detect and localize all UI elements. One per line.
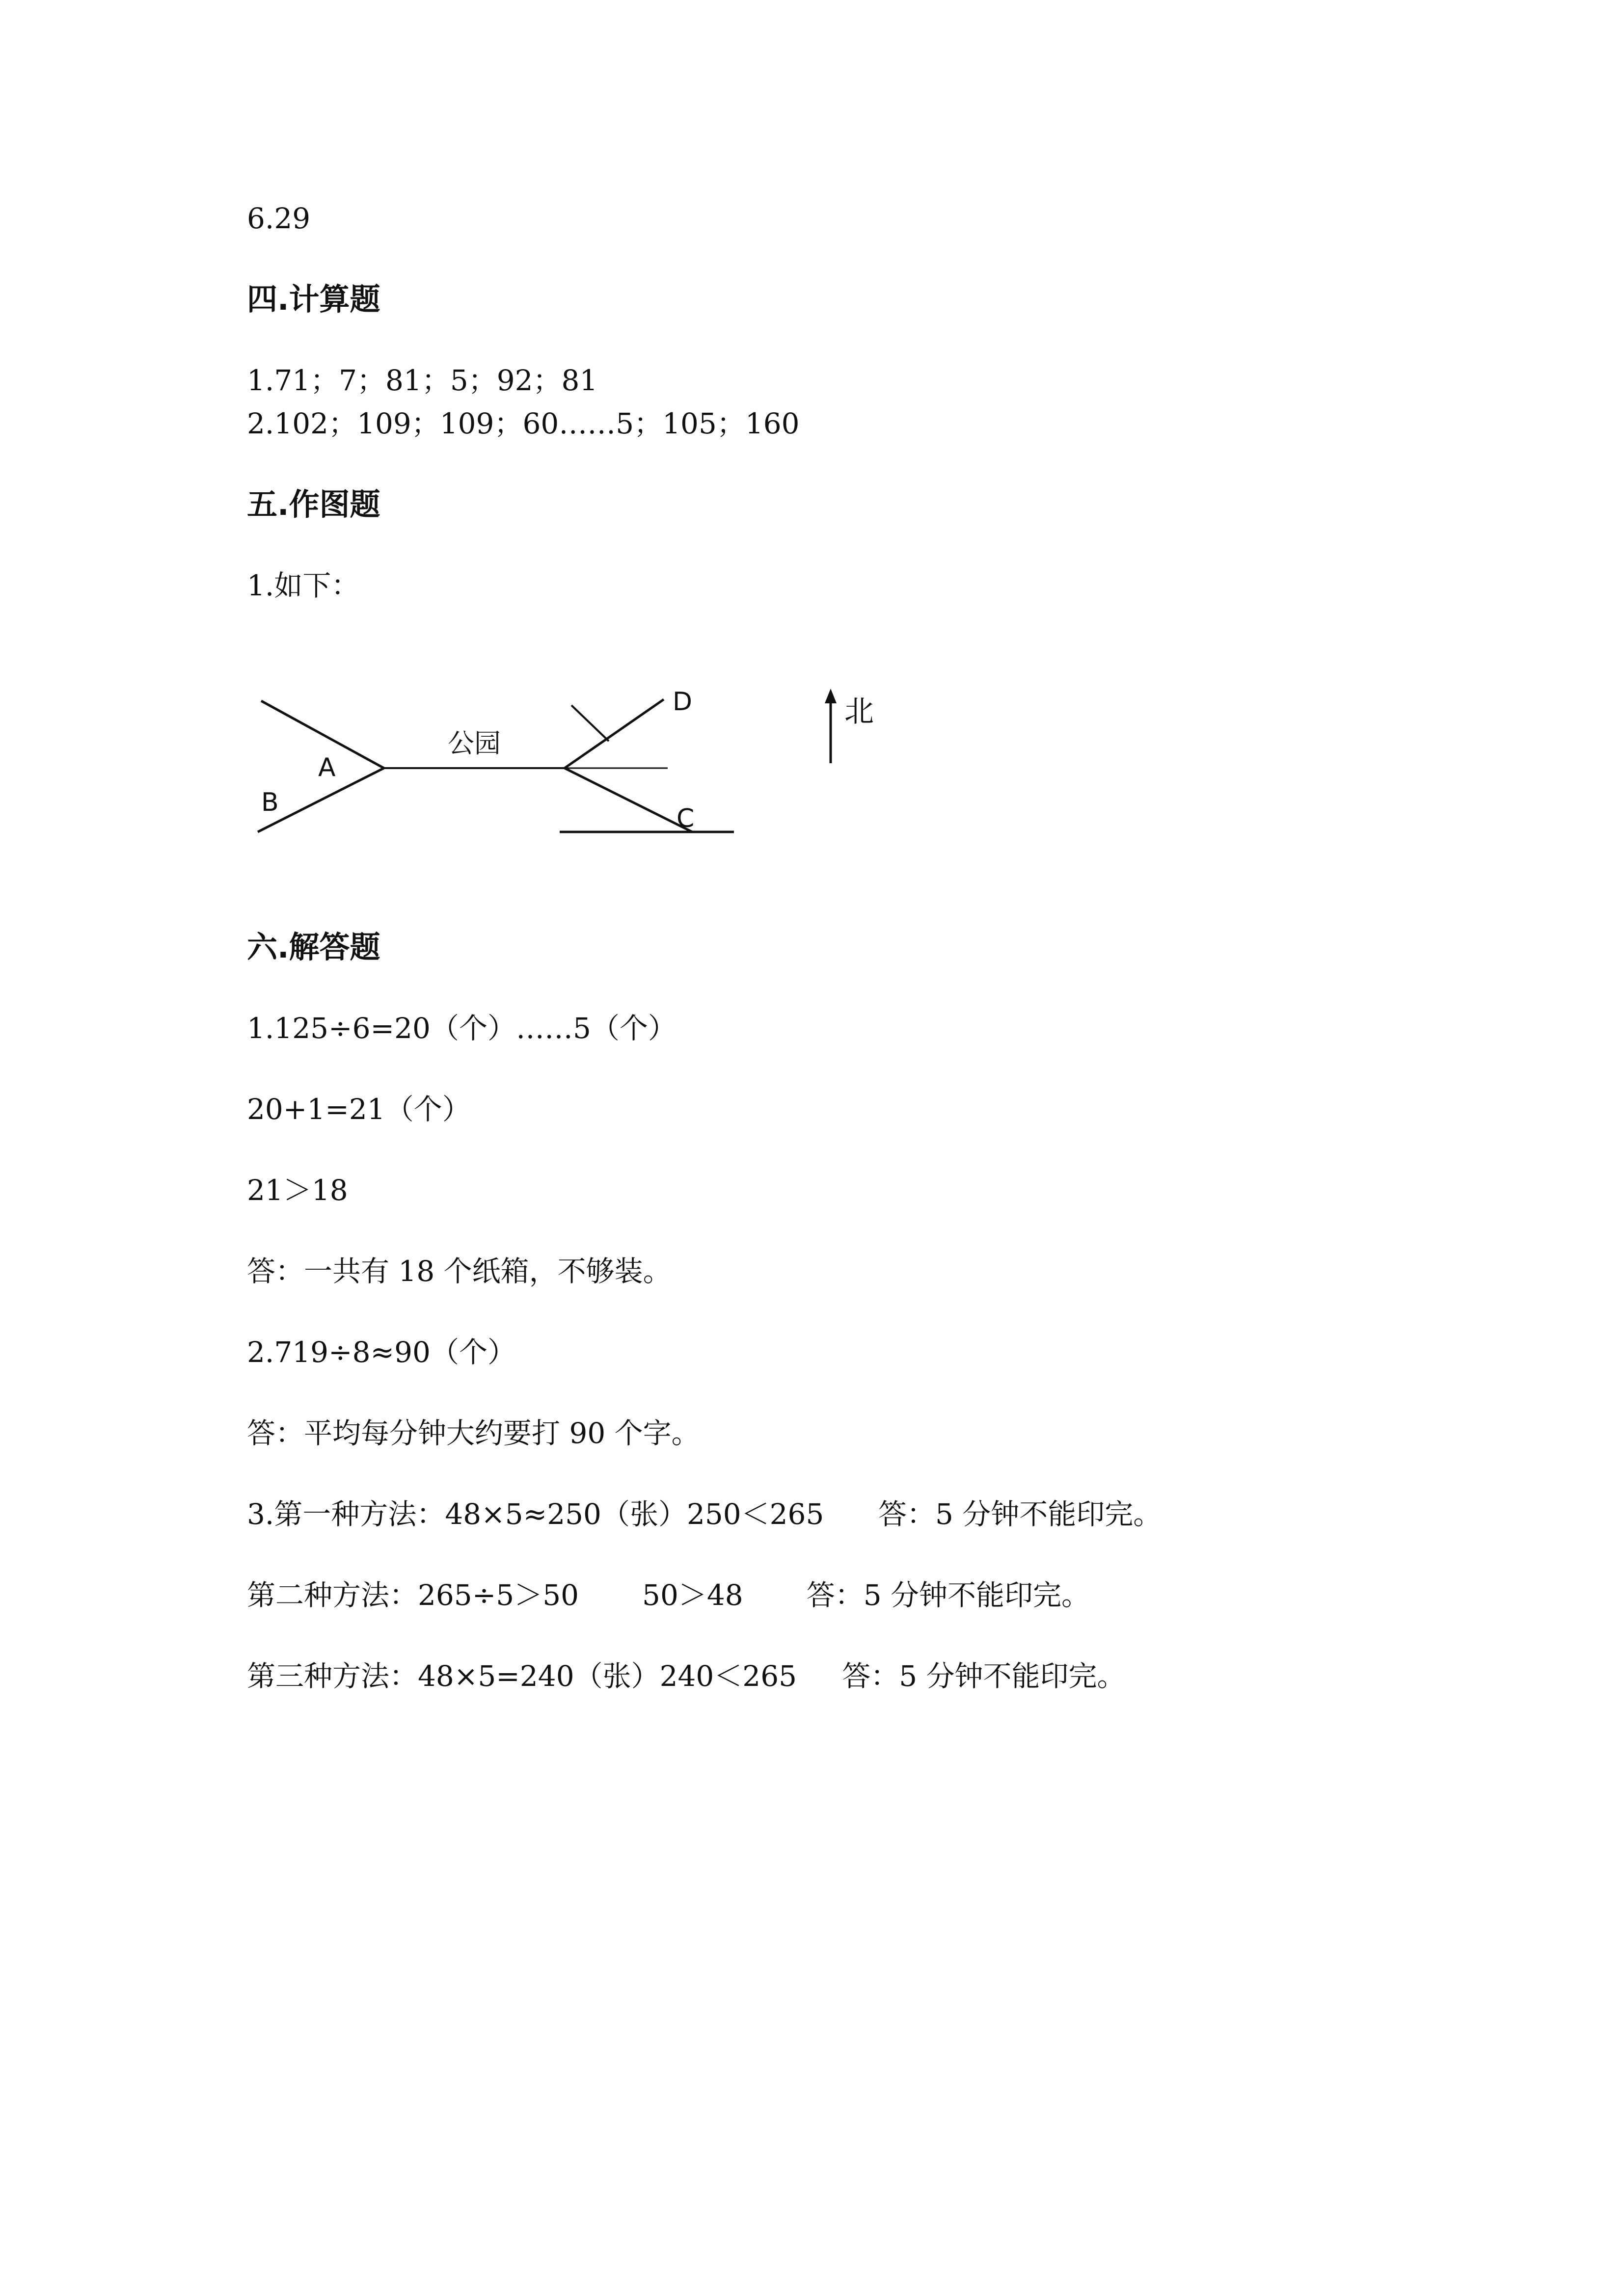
solution-3-method-1: 3.第一种方法：48×5≈250（张）250＜265 答：5 分钟不能印完。 xyxy=(247,1497,1162,1531)
park-direction-diagram xyxy=(245,680,898,854)
section-heading-drawing: 五.作图题 xyxy=(247,486,380,522)
label-c: C xyxy=(677,804,695,833)
solution-1-step-1: 1.125÷6=20（个）……5（个） xyxy=(247,1012,677,1045)
line-to-c xyxy=(565,768,695,833)
solution-3-method-2: 第二种方法：265÷5＞50 50＞48 答：5 分钟不能印完。 xyxy=(247,1578,1090,1612)
label-a: A xyxy=(318,753,336,782)
answer-6-29: 6.29 xyxy=(247,202,311,235)
solution-1-step-3: 21＞18 xyxy=(247,1174,348,1207)
section-heading-calculation: 四.计算题 xyxy=(247,281,380,317)
north-arrow-head xyxy=(825,689,837,703)
label-d: D xyxy=(673,687,693,717)
label-park: 公园 xyxy=(448,728,501,759)
solution-2-answer: 答：平均每分钟大约要打 90 个字。 xyxy=(247,1416,700,1450)
solution-1-answer: 答：一共有 18 个纸箱，不够装。 xyxy=(247,1255,672,1288)
label-north: 北 xyxy=(844,694,874,729)
drawing-answer-1: 1.如下： xyxy=(247,569,360,602)
solution-3-method-3: 第三种方法：48×5=240（张）240＜265 答：5 分钟不能印完。 xyxy=(247,1659,1126,1693)
line-to-d xyxy=(565,699,664,768)
short-ray-northwest xyxy=(571,705,609,741)
calculation-answer-2: 2.102；109；109；60……5；105；160 xyxy=(247,407,800,440)
calculation-answer-1: 1.71；7；81；5；92；81 xyxy=(247,364,598,397)
solution-1-step-2: 20+1=21（个） xyxy=(247,1093,471,1126)
section-heading-answers: 六.解答题 xyxy=(247,929,380,965)
solution-2-step-1: 2.719÷8≈90（个） xyxy=(247,1335,516,1369)
label-b: B xyxy=(261,788,279,817)
